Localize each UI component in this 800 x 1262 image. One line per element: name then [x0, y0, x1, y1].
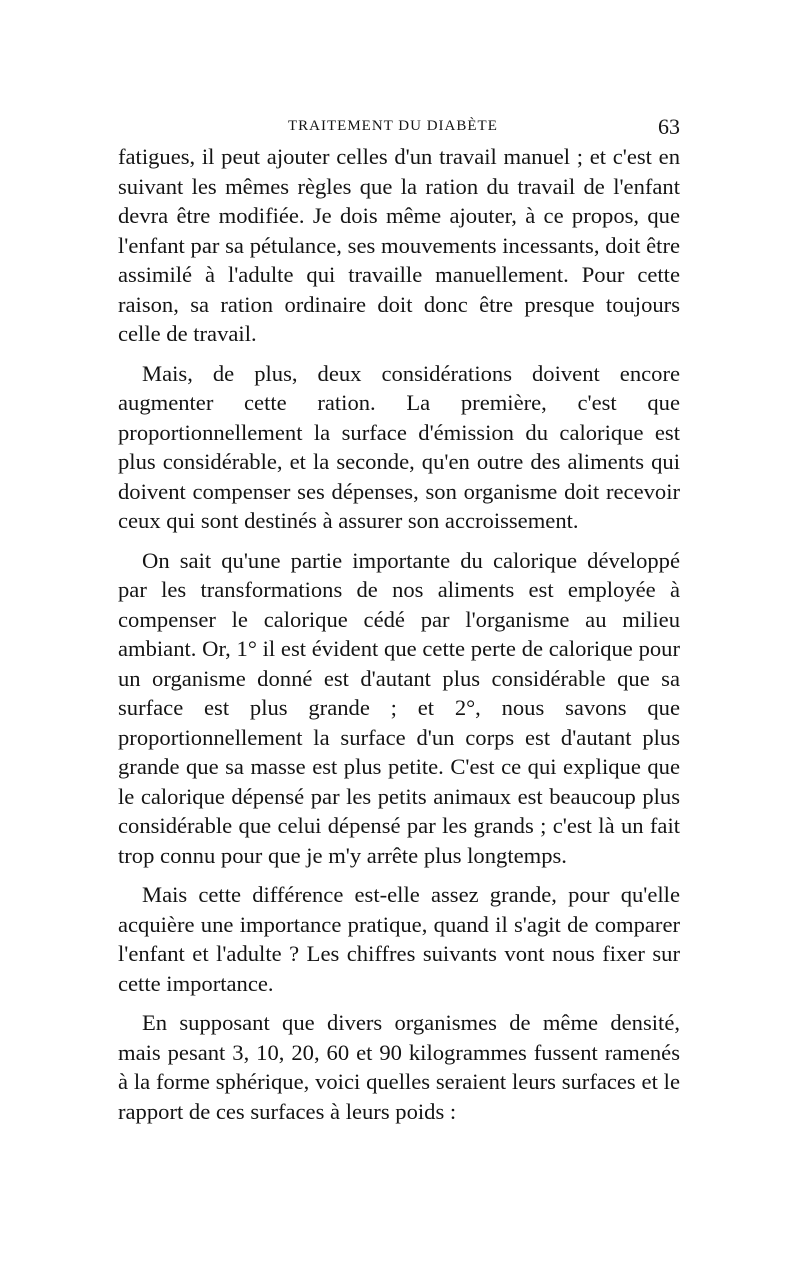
paragraph: Mais, de plus, deux considérations doivent encore augmenter cette ration. La première, c'est que proportionnellement la surface d'émission du calorique est plus considérable, et la seconde, qu'en outre des aliments qui doivent compenser ses dépenses, son organisme doit recevoir ceux qui sont destinés à assurer son accroissement.	[118, 360, 680, 533]
paragraph: En supposant que divers organismes de même densité, mais pesant 3, 10, 20, 60 et 90 kilogrammes fussent ramenés à la forme sphérique, voici quelles seraient leurs surfaces et le rapport de ces surfaces à leurs poids :	[118, 1010, 680, 1124]
page-number: 63	[658, 114, 680, 139]
paragraph: On sait qu'une partie importante du calorique développé par les transformations de nos aliments est employée à compenser le calorique cédé par l'organisme au milieu ambiant. Or, 1° il est évident que cette perte de calorique pour un organisme donné est d'autant plus considérable que sa surface est plus grande ; et 2°, nous savons que proportionnellement la surface d'un corps est d'autant plus grande que sa masse est plus petite. C'est ce qui explique que le calorique dépensé par les petits animaux est beaucoup plus considérable que celui dépensé par les grands ; c'est là un fait trop connu pour que je m'y arrête plus longtemps.	[118, 547, 680, 868]
running-title: TRAITEMENT DU DIABÈTE	[288, 118, 498, 134]
paragraph: Mais cette différence est-elle assez grande, pour qu'elle acquière une importance pratique, quand il s'agit de comparer l'enfant et l'adulte ? Les chiffres suivants vont nous fixer sur cette importance.	[118, 882, 680, 996]
body-text	[118, 142, 680, 1126]
paragraph-continued: fatigues, il peut ajouter celles d'un travail manuel ; et c'est en suivant les mêmes règles que la ration du travail de l'enfant devra être modifiée. Je dois même ajouter, à ce propos, que l'enfant par sa pétulance, ses mouvements incessants, doit être assimilé à l'adulte qui travaille manuellement. Pour cette raison, sa ration ordinaire doit donc être presque toujours celle de travail.	[118, 144, 680, 346]
running-head	[118, 116, 680, 142]
book-page	[118, 116, 680, 1136]
